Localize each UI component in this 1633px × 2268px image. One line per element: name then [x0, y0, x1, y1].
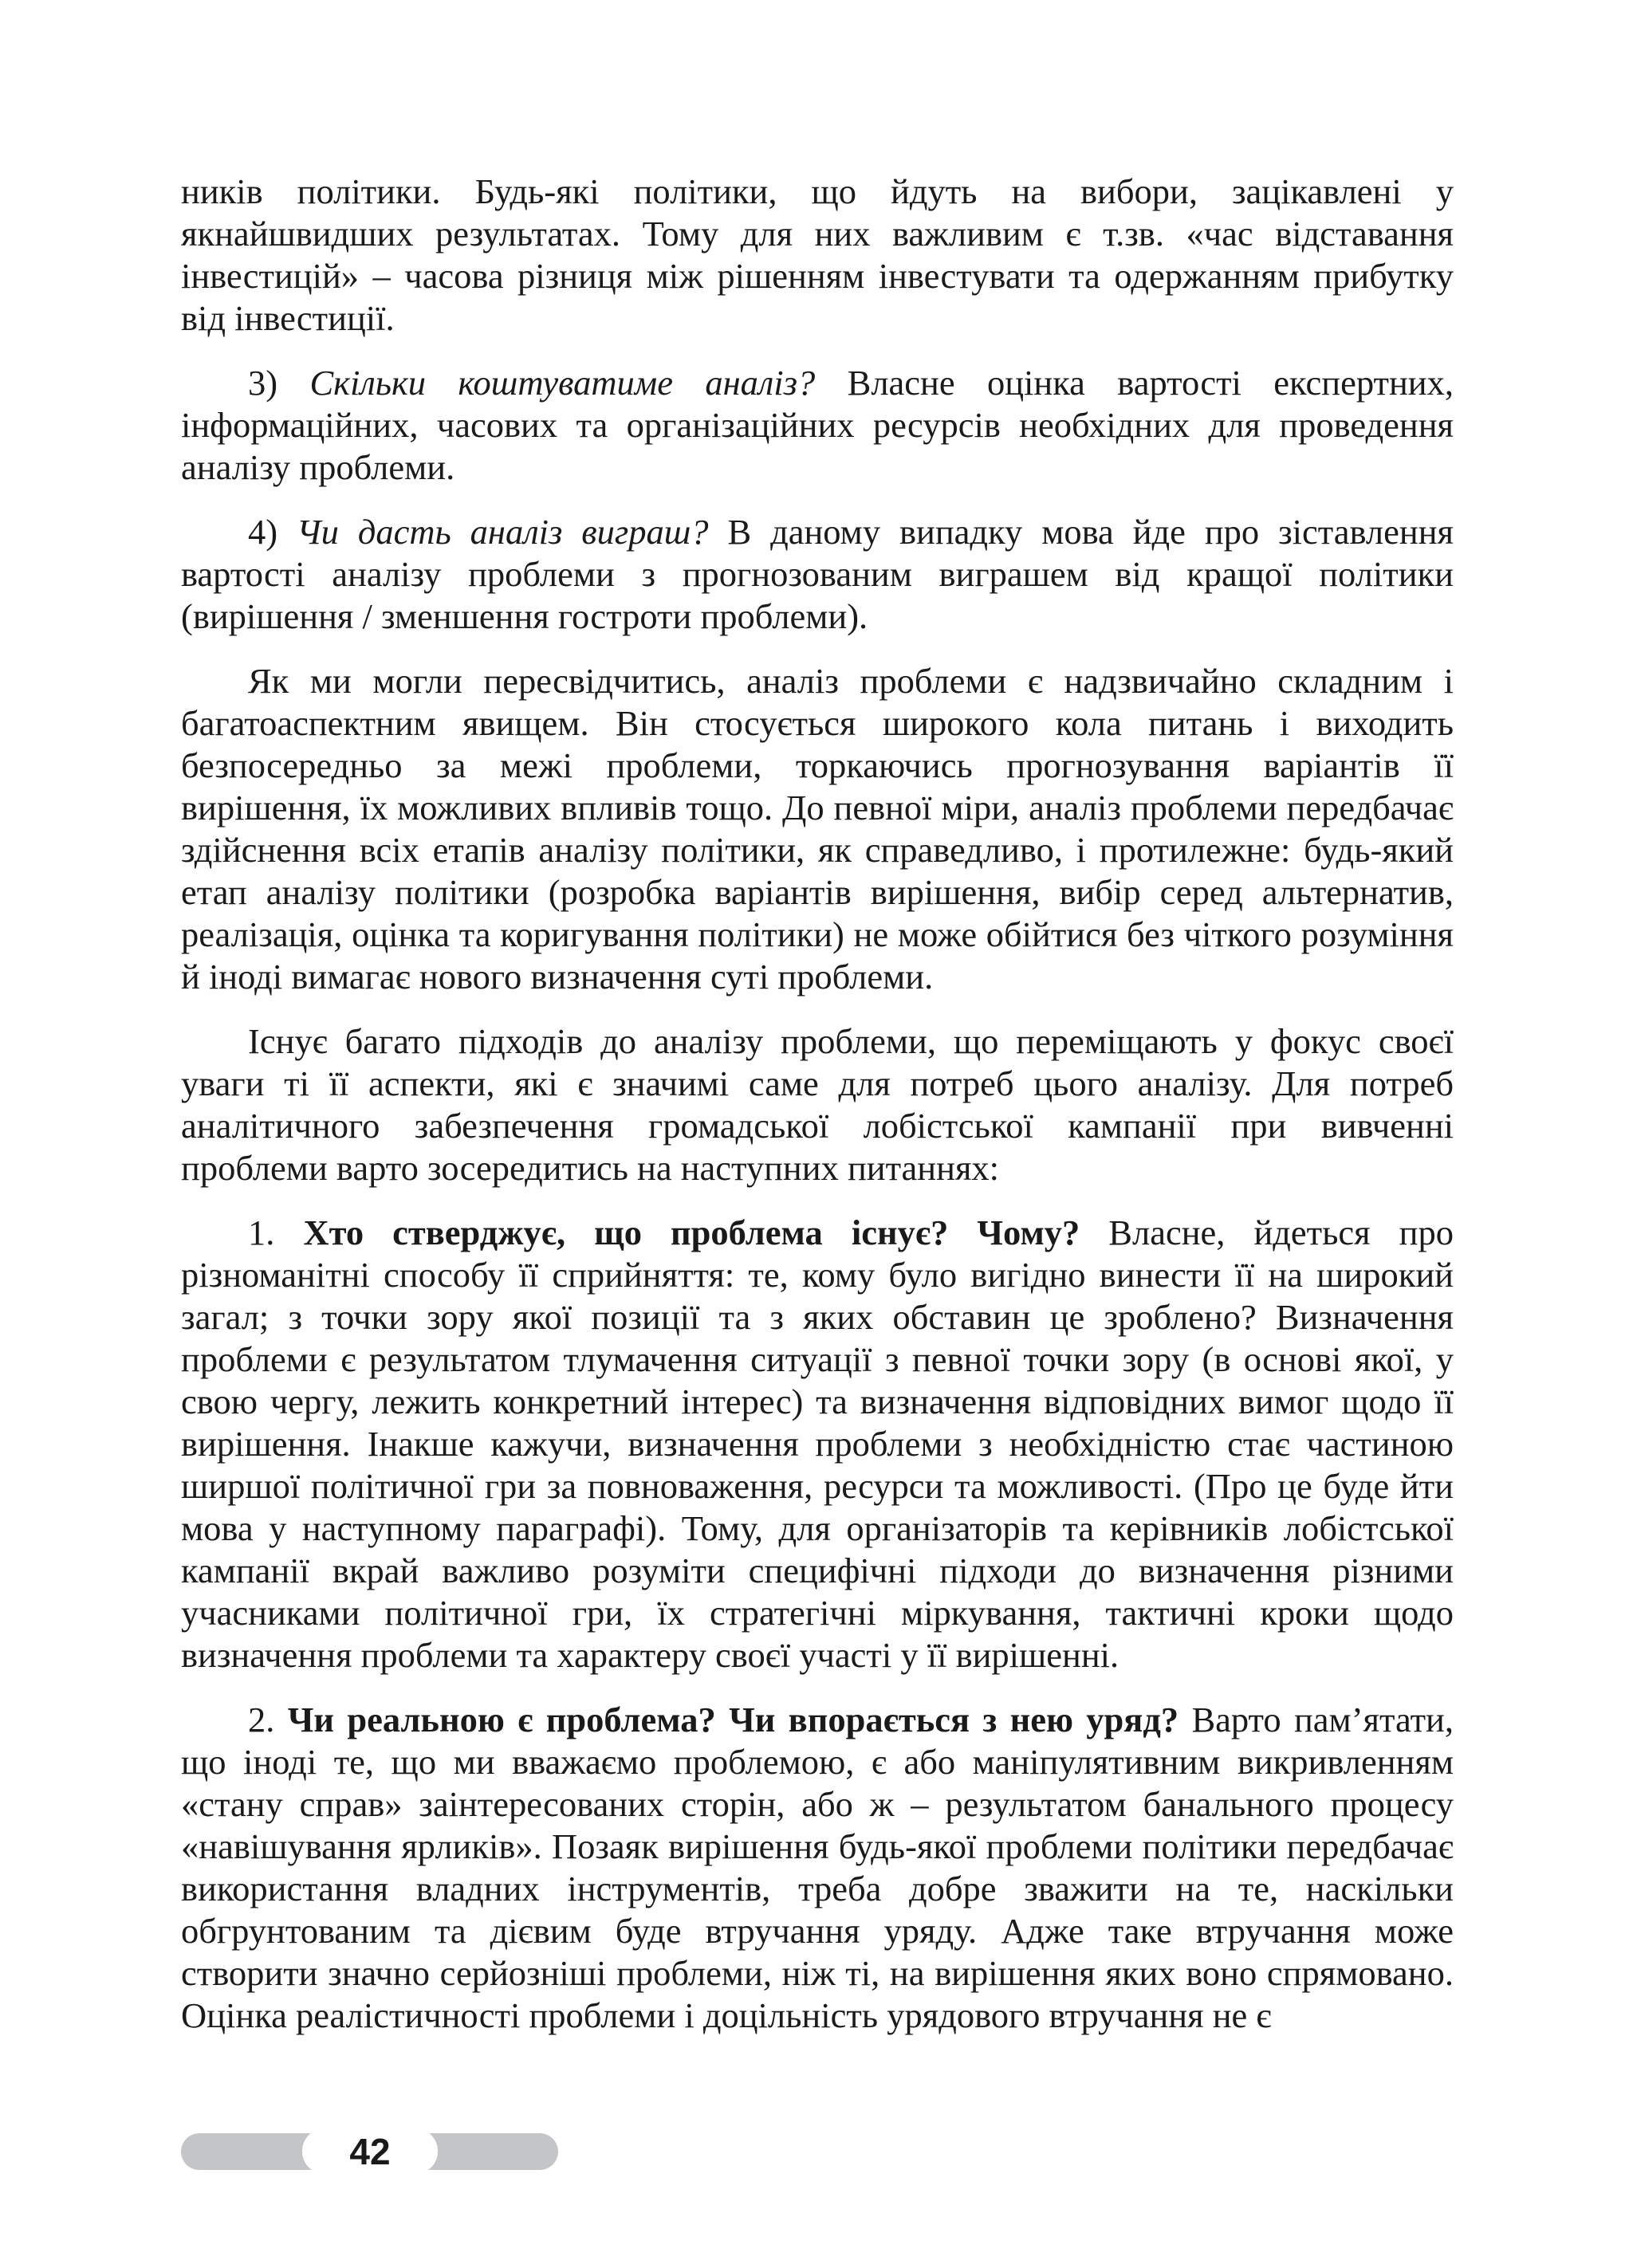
point-question: Чи реальною є проблема? Чи впорається з нею уряд?: [287, 1700, 1179, 1739]
paragraph-point-2: [181, 1699, 1454, 2037]
item-number: 4): [248, 512, 297, 552]
paragraph-point-1: [181, 1212, 1454, 1676]
paragraph: Як ми могли пересвідчитись, аналіз проблеми є надзвичайно складним і багатоаспектним явищем. Він стосується широкого кола питань і виходить безпосередньо за межі проблеми, торкаючись прогнозування варіантів її вирішення, їх можливих впливів тощо. До певної міри, аналіз проблеми передбачає здійснення всіх етапів аналізу політики, як справедливо, і протилежне: будь-який етап аналізу політики (розробка варіантів вирішення, вибір серед альтернатив, реалізація, оцінка та коригування політики) не може обійтися без чіткого розуміння й іноді вимагає нового визначення суті проблеми.: [181, 661, 1454, 996]
point-number: 2.: [248, 1700, 288, 1739]
page-body: [181, 171, 1454, 2059]
item-number: 3): [248, 363, 310, 403]
paragraph: ників політики. Будь-які політики, що йдуть на вибори, зацікавлені у якнайшвидших результатах. Тому для них важливим є т.зв. «час відставання інвестицій» – часова різниця між рішенням інвестувати та одержанням прибутку від інвестиції.: [181, 171, 1454, 338]
point-text: Власне, йдеться про різноманітні способу її сприйняття: те, кому було вигідно винести її на широкий загал; з точки зору якої позиції та з яких обставин це зроблено? Визначення проблеми є результатом тлумачення ситуації з певної точки зору (в основі якої, у свою чергу, лежить конкретний інтерес) та визначення відповідних вимог щодо її вирішення. Інакше кажучи, визначення проблеми з необхідністю стає частиною ширшої політичної гри за повноваження, ресурси та можливості. (Про це буде йти мова у наступному параграфі). Тому, для організаторів та керівників лобістської кампанії вкрай важливо розуміти специфічні підходи до визначення різними учасниками політичної гри, їх стратегічні міркування, тактичні кроки щодо визначення проблеми та характеру своєї участі у її вирішенні.: [181, 1213, 1454, 1675]
paragraph-item-4: [181, 511, 1454, 638]
item-question: Скільки коштуватиме аналіз?: [309, 363, 816, 403]
paragraph-item-3: [181, 362, 1454, 489]
item-question: Чи дасть аналіз виграш?: [297, 512, 709, 552]
paragraph: Існує багато підходів до аналізу проблеми, що переміщають у фокус своєї уваги ті її аспекти, які є значимі саме для потреб цього аналізу. Для потреб аналітичного забезпечення громадської лобістської кампанії при вивченні проблеми варто зосередитись на наступних питаннях:: [181, 1021, 1454, 1188]
point-question: Хто стверджує, що проблема існує? Чому?: [303, 1213, 1080, 1252]
page-footer: [181, 2128, 558, 2174]
item-text: Власне оцінка вартості експертних, інформаційних, часових та організаційних ресурсів необхідних для проведення аналізу проблеми.: [181, 363, 1454, 487]
item-text: В даному випадку мова йде про зіставлення вартості аналізу проблеми з прогнозованим виграшем від кращої політики (вирішення / зменшення гостроти проблеми).: [181, 512, 1454, 636]
page-number: 42: [302, 2128, 438, 2174]
point-number: 1.: [248, 1213, 304, 1252]
point-text: Варто пам’ятати, що іноді те, що ми вважаємо проблемою, є або маніпулятивним викривленням «стану справ» заінтересованих сторін, або ж – результатом банального процесу «навішування ярликів». Позаяк вирішення будь-якої проблеми політики передбачає використання владних інструментів, треба добре зважити на те, наскільки обгрунтованим та дієвим буде втручання уряду. Адже таке втручання може створити значно серйозніші проблеми, ніж ті, на вирішення яких воно спрямовано. Оцінка реалістичності проблеми і доцільність урядового втручання не є: [181, 1700, 1454, 2035]
